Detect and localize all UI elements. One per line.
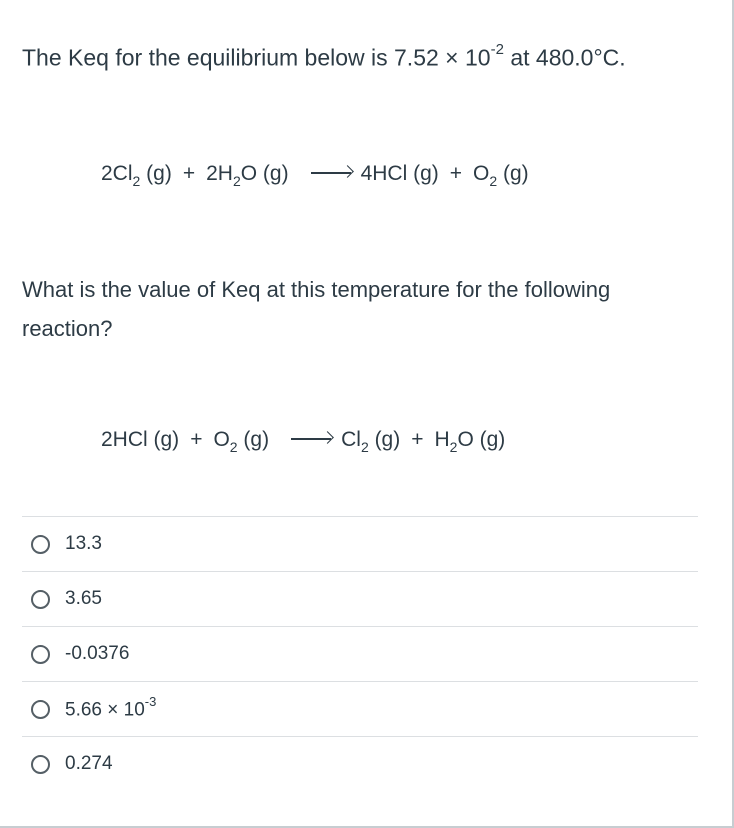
eq2-subscript: 2 xyxy=(360,439,369,456)
eq1-reactant2: 2H xyxy=(206,162,233,185)
question-prompt: What is the value of Keq at this temperature for the following reaction? xyxy=(22,277,611,341)
eq2-state: (g) xyxy=(237,428,270,451)
question-intro xyxy=(22,41,626,72)
reaction-arrow-icon xyxy=(311,172,351,174)
eq1-subscript: 2 xyxy=(489,173,498,190)
answer-label: 13.3 xyxy=(65,533,102,554)
intro-exponent: -2 xyxy=(490,41,504,58)
answer-option-4[interactable] xyxy=(22,681,698,736)
answer-option-2[interactable] xyxy=(22,571,698,626)
answer-label: -0.0376 xyxy=(65,643,130,664)
eq1-plus: + xyxy=(449,162,463,185)
answer-options xyxy=(22,516,698,791)
answer-option-1[interactable] xyxy=(22,516,698,571)
eq1-subscript: 2 xyxy=(132,173,141,190)
reaction-arrow-icon xyxy=(291,438,331,440)
eq1-state: (g) xyxy=(497,162,529,185)
eq2-state: (g) xyxy=(368,428,401,451)
intro-suffix: at 480.0°C. xyxy=(503,44,626,71)
answer-option-3[interactable] xyxy=(22,626,698,681)
eq2-reactant1: 2HCl (g) xyxy=(101,428,180,451)
intro-prefix: The Keq for the equilibrium below is 7.52 × 10 xyxy=(22,44,491,71)
eq2-plus: + xyxy=(190,428,203,451)
answer-label-exponent: -3 xyxy=(144,694,157,710)
eq1-product1: 4HCl (g) xyxy=(360,162,439,185)
eq2-product1: Cl xyxy=(341,428,361,451)
radio-button-icon[interactable] xyxy=(31,535,50,554)
eq2-product2: H xyxy=(434,428,450,451)
eq2-subscript: 2 xyxy=(229,439,238,456)
answer-label: 3.65 xyxy=(65,588,102,609)
eq1-reactant1: 2Cl xyxy=(101,162,133,185)
eq1-subscript: 2 xyxy=(232,173,241,190)
eq2-subscript: 2 xyxy=(449,439,458,456)
radio-button-icon[interactable] xyxy=(31,700,50,719)
eq2-reactant2: O xyxy=(213,428,230,451)
answer-label: 0.274 xyxy=(65,753,113,774)
eq1-plus: + xyxy=(182,162,196,185)
answer-option-5[interactable] xyxy=(22,736,698,791)
answer-label-base: 5.66 × 10 xyxy=(65,699,145,721)
eq1-product2: O xyxy=(473,162,490,185)
answer-label xyxy=(65,696,156,721)
eq1-state: (g) xyxy=(140,162,172,185)
radio-button-icon[interactable] xyxy=(31,755,50,774)
radio-button-icon[interactable] xyxy=(31,645,50,664)
eq2-plus: + xyxy=(411,428,424,451)
radio-button-icon[interactable] xyxy=(31,590,50,609)
eq2-product2-tail: O (g) xyxy=(457,428,506,451)
target-equation xyxy=(101,428,505,454)
equilibrium-equation xyxy=(101,162,529,188)
eq1-reactant2-tail: O (g) xyxy=(240,162,289,185)
